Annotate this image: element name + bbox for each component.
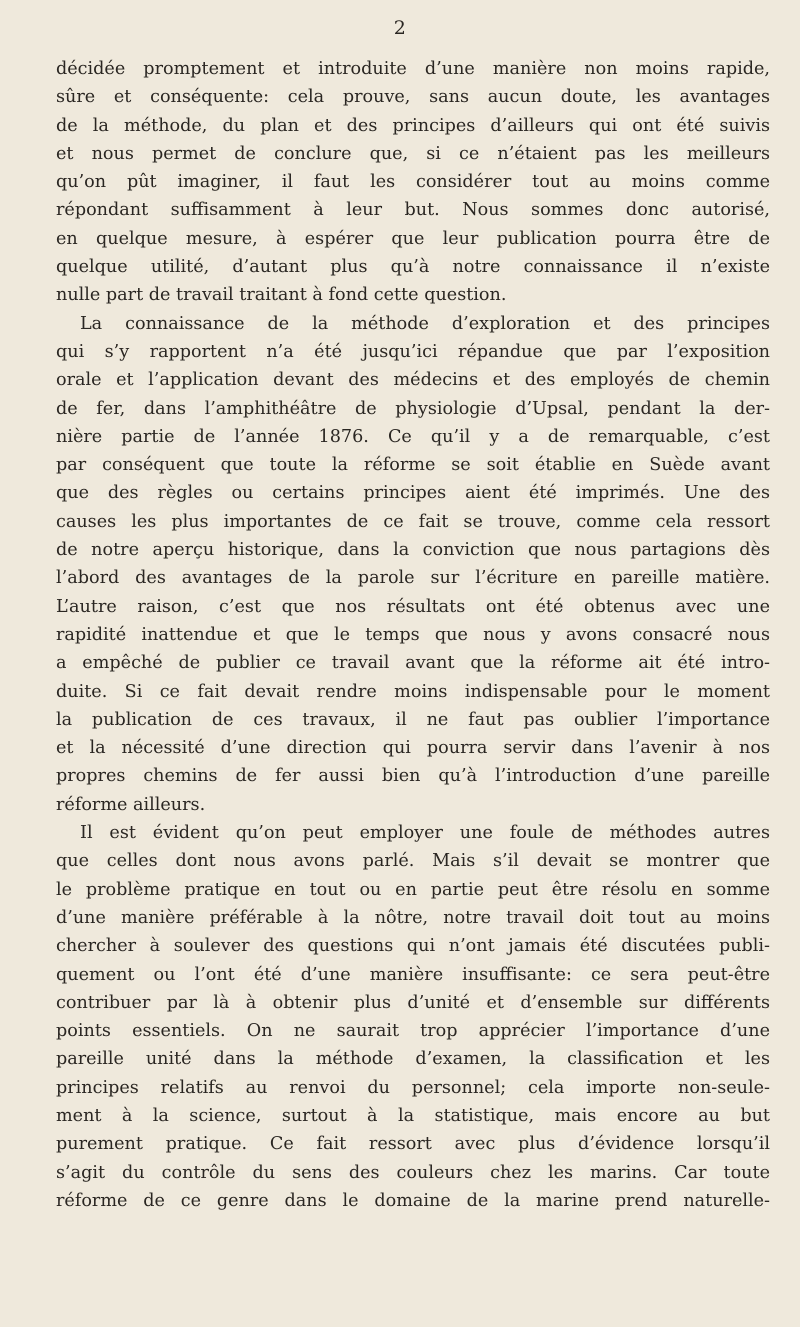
text-line: points essentiels. On ne saurait trop apprécier l’importance d’une [56, 1021, 770, 1042]
text-line: contribuer par là à obtenir plus d’unité et d’ensemble sur différents [56, 992, 770, 1013]
text-line: pareille unité dans la méthode d’examen, la classification et les [56, 1049, 770, 1070]
text-line: de notre aperçu historique, dans la conviction que nous partagions dès [56, 540, 770, 561]
text-line: que des règles ou certains principes aient été imprimés. Une des [56, 483, 770, 504]
text-line: rapidité inattendue et que le temps que nous y avons consacré nous [56, 624, 770, 645]
text-line: La connaissance de la méthode d’exploration et des principes [80, 313, 770, 334]
body-text [56, 55, 770, 1215]
text-line: réforme de ce genre dans le domaine de la marine prend naturelle- [56, 1190, 770, 1211]
text-line: la publication de ces travaux, il ne faut pas oublier l’importance [56, 709, 770, 730]
text-line: causes les plus importantes de ce fait se trouve, comme cela ressort [56, 511, 770, 532]
text-line: principes relatifs au renvoi du personnel; cela importe non-seule- [56, 1077, 770, 1098]
text-line: sûre et conséquente: cela prouve, sans aucun doute, les avantages [56, 87, 770, 108]
text-line: décidée promptement et introduite d’une manière non moins rapide, [56, 59, 770, 79]
text-line: d’une manière préférable à la nôtre, notre travail doit tout au moins [56, 907, 770, 928]
text-line: l’abord des avantages de la parole sur l’écriture en pareille matière. [56, 568, 770, 589]
text-line: purement pratique. Ce fait ressort avec plus d’évidence lorsqu’il [56, 1134, 770, 1155]
text-line: Il est évident qu’on peut employer une foule de méthodes autres [80, 823, 770, 844]
text-line: duite. Si ce fait devait rendre moins indispensable pour le moment [56, 681, 770, 702]
text-line: et la nécessité d’une direction qui pourra servir dans l’avenir à nos [56, 738, 770, 759]
text-line: en quelque mesure, à espérer que leur publication pourra être de [56, 228, 770, 249]
text-line: de la méthode, du plan et des principes d’ailleurs qui ont été suivis [56, 115, 770, 136]
text-line: orale et l’application devant des médecins et des employés de chemin [56, 370, 770, 391]
page-number: 2 [393, 17, 407, 39]
text-line: L’autre raison, c’est que nos résultats ont été obtenus avec une [56, 596, 770, 617]
text-line: répondant suffisamment à leur but. Nous sommes donc autorisé, [56, 200, 770, 221]
text-line: nulle part de travail traitant à fond cette question. [56, 285, 507, 306]
text-line: s’agit du contrôle du sens des couleurs chez les marins. Car toute [56, 1162, 770, 1183]
text-line: ment à la science, surtout à la statistique, mais encore au but [56, 1105, 770, 1126]
text-line: chercher à soulever des questions qui n’ont jamais été discutées publi- [56, 936, 770, 957]
text-line: qu’on pût imaginer, il faut les considérer tout au moins comme [56, 172, 770, 193]
text-line: a empêché de publier ce travail avant que la réforme ait été intro- [56, 653, 770, 674]
text-line: de fer, dans l’amphithéâtre de physiologie d’Upsal, pendant la der- [56, 398, 770, 419]
text-line: quement ou l’ont été d’une manière insuffisante: ce sera peut-être [56, 964, 770, 985]
text-line: réforme ailleurs. [56, 794, 206, 815]
text-line: par conséquent que toute la réforme se soit établie en Suède avant [56, 455, 770, 476]
text-line: et nous permet de conclure que, si ce n’étaient pas les meilleurs [56, 143, 770, 164]
text-line: propres chemins de fer aussi bien qu’à l’introduction d’une pareille [56, 766, 770, 787]
text-line: que celles dont nous avons parlé. Mais s’il devait se montrer que [56, 851, 770, 872]
text-line: le problème pratique en tout ou en partie peut être résolu en somme [56, 879, 770, 900]
text-line: quelque utilité, d’autant plus qu’à notre connaissance il n’existe [56, 257, 770, 278]
text-line: nière partie de l’année 1876. Ce qu’il y a de remarquable, c’est [56, 426, 770, 447]
text-line: qui s’y rapportent n’a été jusqu’ici répandue que par l’exposition [56, 341, 770, 362]
